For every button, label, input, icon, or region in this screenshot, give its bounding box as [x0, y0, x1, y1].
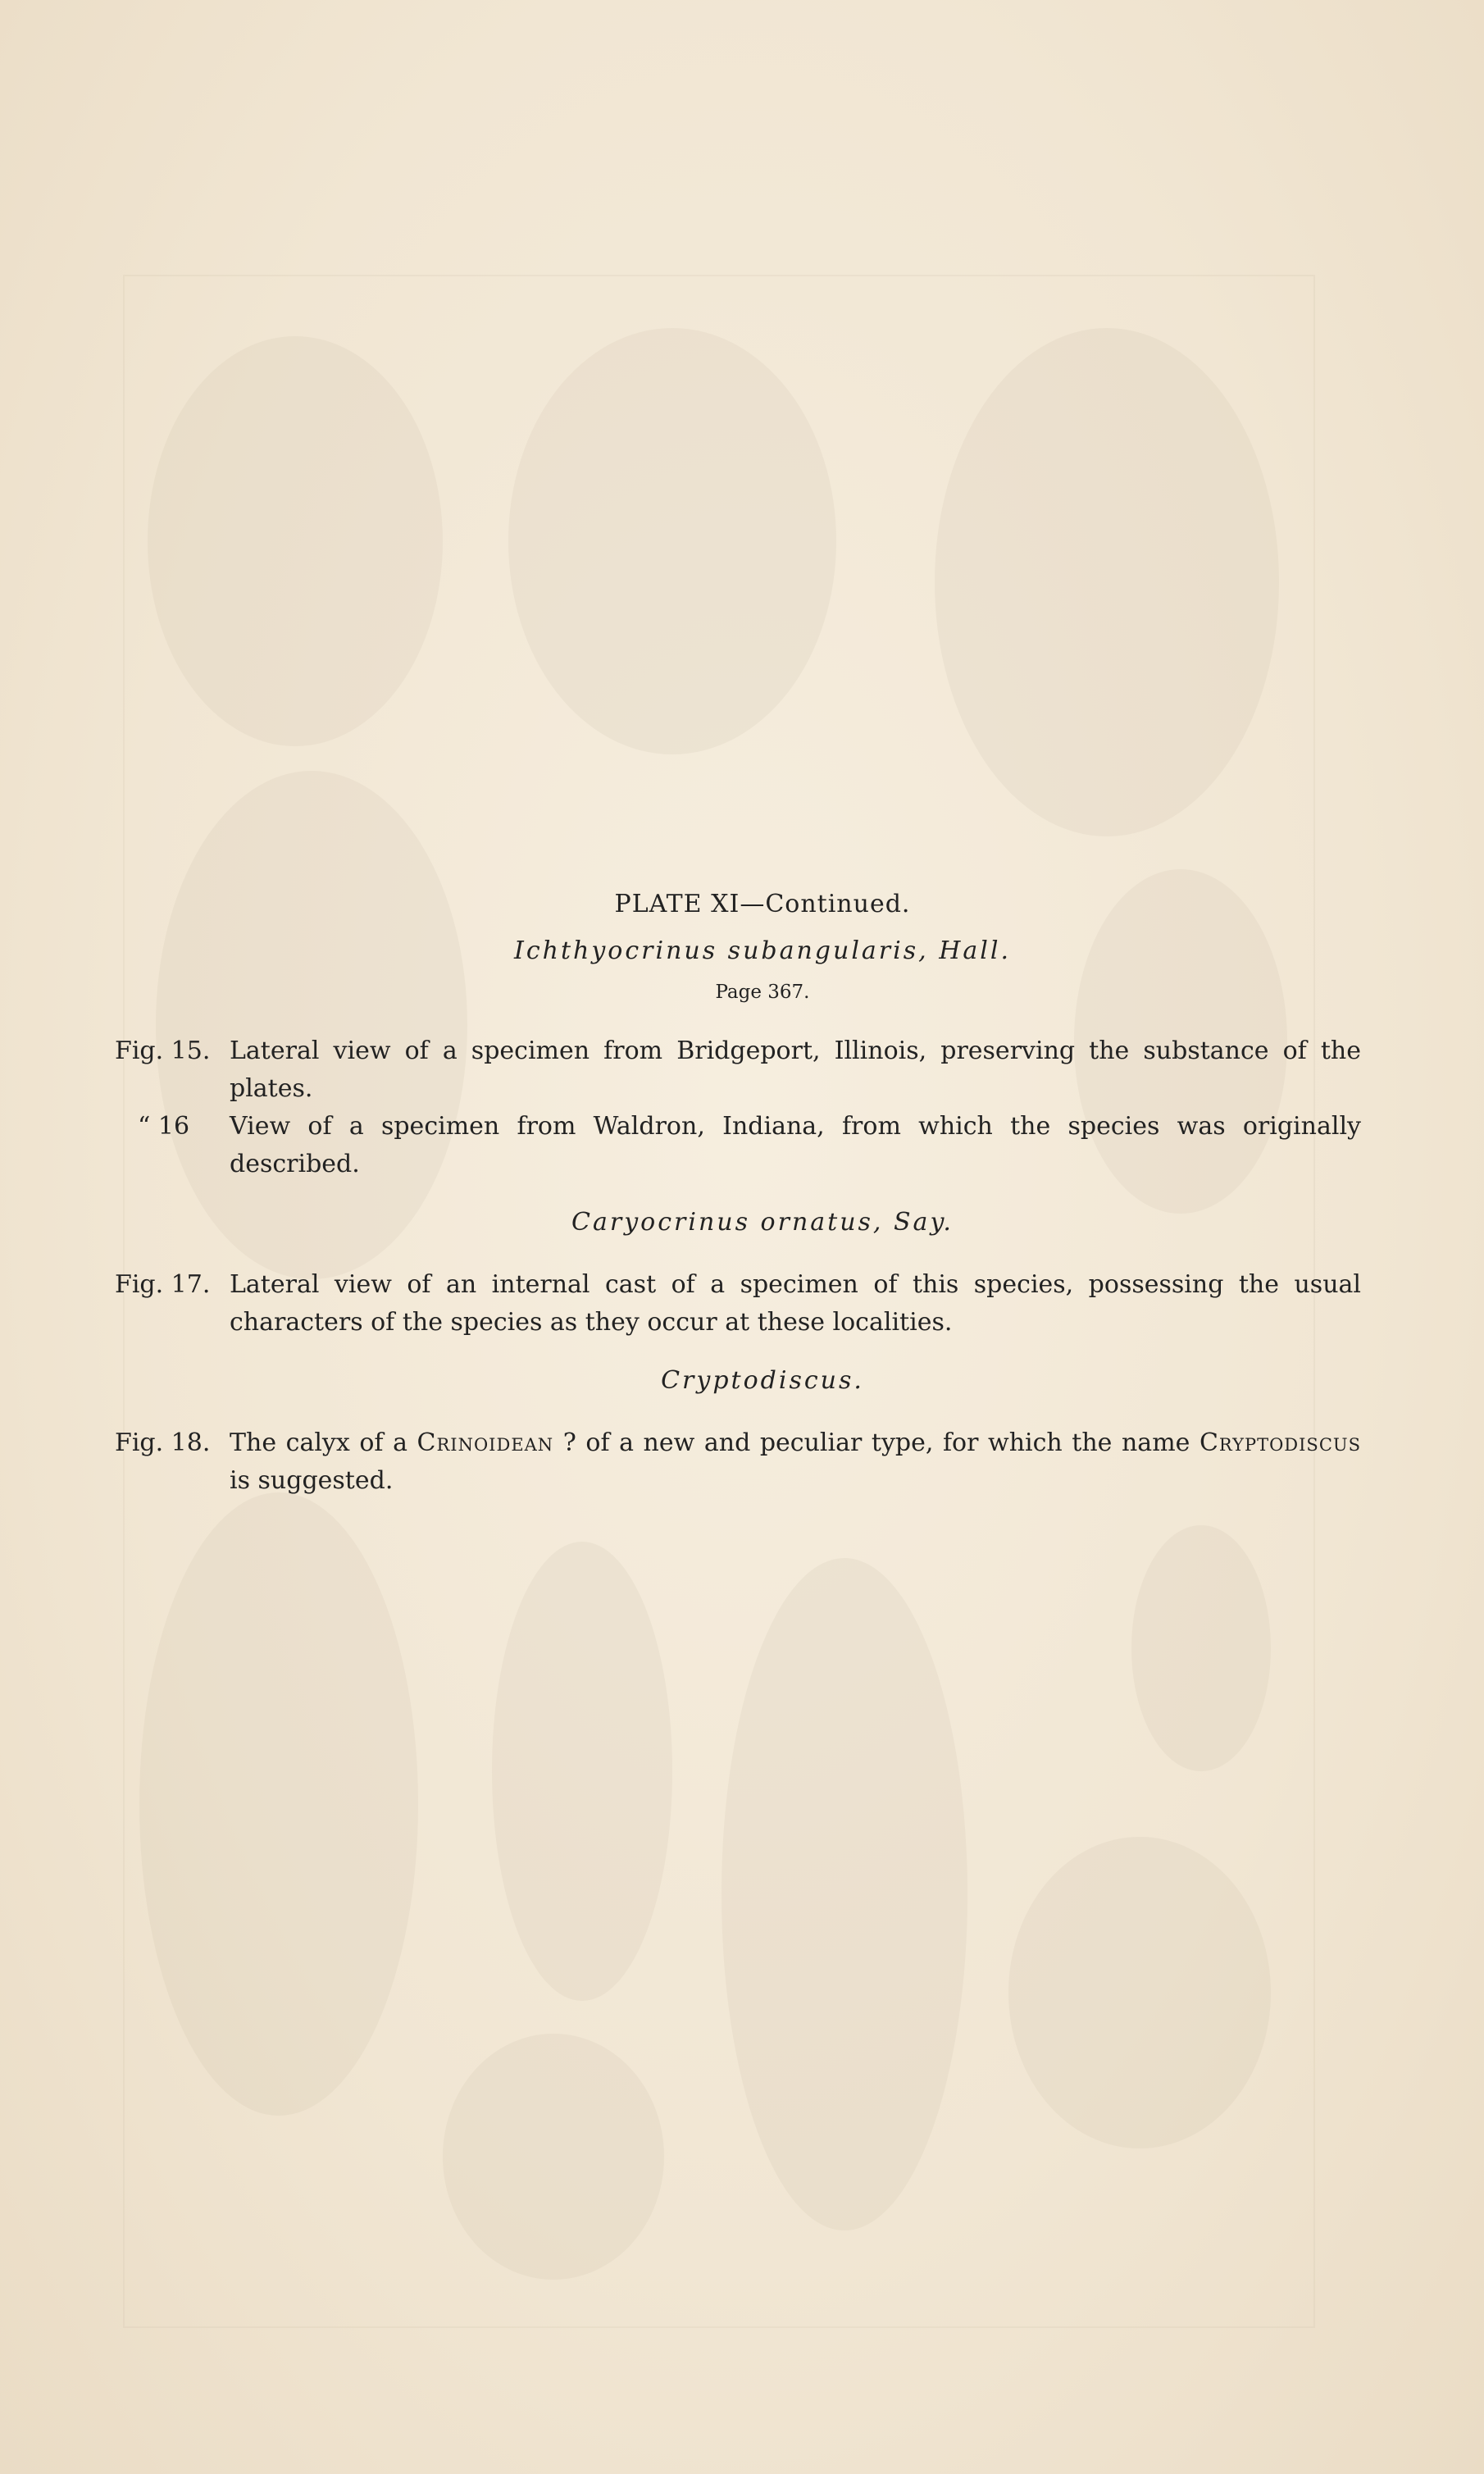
- bleed-through-shape: [508, 328, 836, 754]
- spacer: [115, 1342, 1361, 1366]
- bleed-through-shape: [722, 1558, 967, 2230]
- crinoidean-term: Crinoidean: [417, 1428, 554, 1457]
- figure-text: View of a specimen from Waldron, Indiana, from which the species was originally described.: [230, 1112, 1361, 1178]
- spacer: [115, 1183, 1361, 1208]
- bleed-through-shape: [935, 328, 1279, 836]
- species-heading: Cryptodiscus.: [661, 1366, 864, 1395]
- text-middle: ? of a new and peculiar type, for which the name: [562, 1428, 1190, 1457]
- bleed-through-shape: [443, 2034, 664, 2280]
- genus-name: Cryptodiscus: [1199, 1428, 1361, 1457]
- bleed-through-shape: [492, 1542, 672, 2001]
- figure-label: Fig. 18.: [115, 1428, 211, 1457]
- figure-caption: [115, 1032, 1361, 1108]
- figure-text: Lateral view of a specimen from Bridgeport, Illinois, preserving the substance of the plates.: [230, 1037, 1361, 1103]
- figure-caption: [115, 1424, 1361, 1500]
- species-heading: Caryocrinus ornatus, Say.: [571, 1208, 954, 1237]
- plate-title: PLATE XI—Continued.: [614, 890, 911, 918]
- figure-label: “ 16: [138, 1112, 190, 1141]
- figure-text: Lateral view of an internal cast of a specimen of this species, possessing the usual characters of the species as they occur at these localities.: [230, 1270, 1361, 1337]
- bleed-through-shape: [148, 336, 443, 746]
- bleed-through-shape: [1131, 1525, 1271, 1771]
- figure-label: Fig. 17.: [115, 1270, 211, 1299]
- plate-caption: [115, 890, 1361, 1500]
- species-heading: Ichthyocrinus subangularis, Hall.: [514, 936, 1011, 965]
- page-reference: Page 367.: [715, 982, 810, 1003]
- bleed-through-shape: [1008, 1837, 1271, 2148]
- figure-caption: [115, 1266, 1361, 1342]
- text-before: The calyx of a: [230, 1428, 407, 1457]
- figure-label: Fig. 15.: [115, 1037, 211, 1065]
- bleed-through-shape: [139, 1492, 418, 2116]
- text-after: is suggested.: [230, 1466, 394, 1495]
- figure-caption: [115, 1108, 1361, 1183]
- spacer: [115, 1253, 1361, 1266]
- spacer: [115, 1411, 1361, 1424]
- figure-text: [230, 1424, 1361, 1500]
